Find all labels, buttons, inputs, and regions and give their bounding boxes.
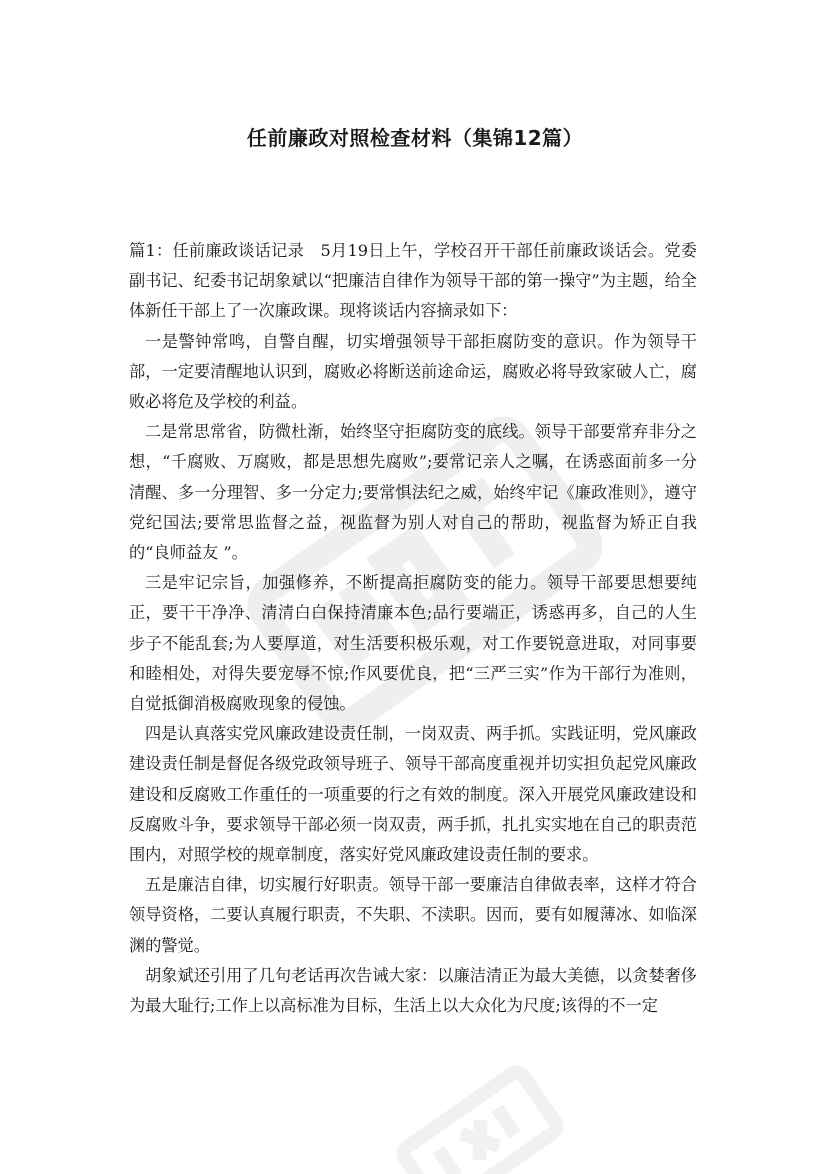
document-title: 任前廉政对照检查材料（集锦12篇）	[246, 126, 584, 150]
paragraph: 二是常思常省，防微杜渐，始终坚守拒腐防变的底线。领导干部要常弃非分之想，“千腐败、万腐败，都是思想先腐败”;要常记亲人之嘱，在诱惑面前多一分清醒、多一分理智、多一分定力;要常惧法纪之威，始终牢记《廉政准则》，遵守党纪国法;要常思监督之益，视监督为别人对自己的帮助，视监督为矫正自我的“良师益友 ”。	[129, 422, 697, 563]
document-body	[129, 236, 697, 1021]
paragraph: 胡象斌还引用了几句老话再次告诫大家：以廉洁清正为最大美德，以贪婪奢侈为最大耻行;工作上以高标准为目标，生活上以大众化为尺度;该得的不一定	[129, 965, 697, 1016]
paragraph: 篇1：任前廉政谈话记录 5月19日上午，学校召开干部任前廉政谈话会。党委副书记、纪委书记胡象斌以“把廉洁自律作为领导干部的第一操守”为主题，给全体新任干部上了一次廉政课。现将谈话内容摘录如下：	[129, 241, 697, 321]
paragraph: 五是廉洁自律，切实履行好职责。领导干部一要廉洁自律做表率，这样才符合领导资格，二要认真履行职责，不失职、不渎职。因而，要有如履薄冰、如临深渊的警觉。	[129, 875, 697, 955]
paragraph: 三是牢记宗旨，加强修养，不断提高拒腐防变的能力。领导干部要思想要纯正，要干干净净、清清白白保持清廉本色;品行要端正，诱惑再多，自己的人生步子不能乱套;为人要厚道，对生活要积极乐观，对工作要锐意进取，对同事要和睦相处，对得失要宠辱不惊;作风要优良，把“三严三实”作为干部行为准则，自觉抵御消极腐败现象的侵蚀。	[129, 573, 697, 714]
watermark-logo-icon	[380, 1040, 580, 1174]
paragraph: 四是认真落实党风廉政建设责任制，一岗双责、两手抓。实践证明，党风廉政建设责任制是督促各级党政领导班子、领导干部高度重视并切实担负起党风廉政建设和反腐败工作重任的一项重要的行之有效的制度。深入开展党风廉政建设和反腐败斗争，要求领导干部必须一岗双责，两手抓，扎扎实实地在自己的职责范围内，对照学校的规章制度，落实好党风廉政建设责任制的要求。	[129, 724, 697, 865]
paragraph: 一是警钟常鸣，自警自醒，切实增强领导干部拒腐防变的意识。作为领导干部，一定要清醒地认识到，腐败必将断送前途命运，腐败必将导致家破人亡，腐败必将危及学校的利益。	[129, 331, 697, 412]
